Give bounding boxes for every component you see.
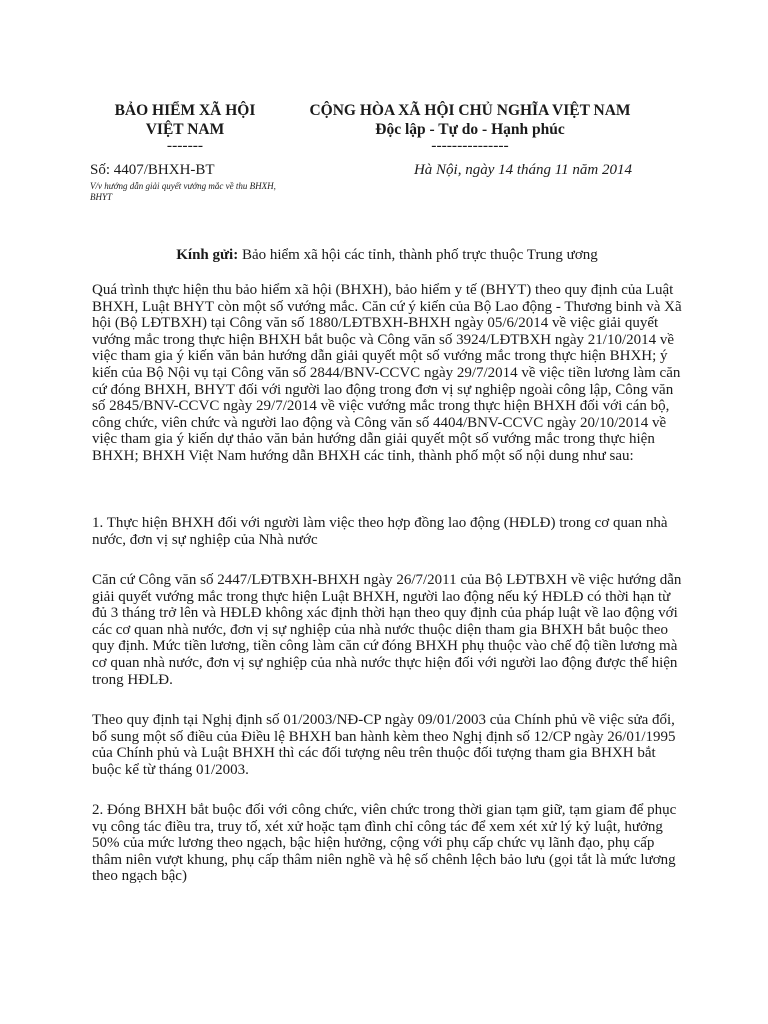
paragraph-intro: Quá trình thực hiện thu bảo hiểm xã hội (BHXH), bảo hiểm y tế (BHYT) theo quy định của Luật BHXH, Luật BHYT còn một số vướng mắc. Căn cứ ý kiến của Bộ Lao động - Thương binh và Xã hội (Bộ LĐTBXH) tại Công văn số 1880/LĐTBXH-BHXH ngày 05/6/2014 về việc giải quyết vướng mắc trong thực hiện BHXH bắt buộc và Công văn số 3924/LĐTBXH ngày 21/10/2014 về việc tham gia ý kiến văn bản hướng dẫn giải quyết một số vướng mắc trong thực hiện BHXH; ý kiến của Bộ Nội vụ tại Công văn số 2844/BNV-CCVC ngày 29/7/2014 về việc tiền lương làm căn cứ đóng BHXH, BHYT đối với người lao động trong đơn vị sự nghiệp ngoài công lập, Công văn số 2845/BNV-CCVC ngày 29/7/2014 về việc vướng mắc trong thực hiện BHXH đối với cán bộ, công chức, viên chức và người lao động và Công văn số 4404/BNV-CCVC ngày 20/10/2014 về việc tham gia ý kiến dự thảo văn bản hướng dẫn giải quyết một số vướng mắc trong thực hiện BHXH; BHXH Việt Nam hướng dẫn BHXH các tỉnh, thành phố một số nội dung như sau:	[92, 282, 682, 464]
nation-rule: ---------------	[431, 137, 509, 154]
document-number: Số: 4407/BHXH-BT	[90, 162, 215, 178]
document-subject: V/v hướng dẫn giải quyết vướng mắc về thu BHXH, BHYT	[90, 181, 276, 202]
org-rule: -------	[166, 137, 204, 154]
nation-motto: Độc lập - Tự do - Hạnh phúc	[375, 121, 565, 138]
org-name-line2: VIỆT NAM	[145, 121, 225, 138]
paragraph-section-1b: Theo quy định tại Nghị định số 01/2003/NĐ-CP ngày 09/01/2003 của Chính phủ về việc sửa đổi, bổ sung một số điều của Điều lệ BHXH ban hành kèm theo Nghị định số 12/CP ngày 26/01/1995 của Chính phủ và Luật BHXH thì các đối tượng nêu trên thuộc đối tượng tham gia BHXH bắt buộc kể từ tháng 01/2003.	[92, 712, 676, 778]
salutation-recipient: Bảo hiểm xã hội các tỉnh, thành phố trực thuộc Trung ương	[241, 247, 598, 263]
nation-title: CỘNG HÒA XÃ HỘI CHỦ NGHĨA VIỆT NAM	[309, 102, 631, 119]
org-name-line1: BẢO HIỂM XÃ HỘI	[114, 102, 256, 119]
salutation	[92, 246, 682, 264]
paragraph-section-1a: Căn cứ Công văn số 2447/LĐTBXH-BHXH ngày 26/7/2011 của Bộ LĐTBXH về việc hướng dẫn giải quyết vướng mắc trong thực hiện Luật BHXH, người lao động nếu ký HĐLĐ có thời hạn từ đủ 3 tháng trở lên và HĐLĐ không xác định thời hạn theo quy định của pháp luật về lao động với các cơ quan nhà nước, đơn vị sự nghiệp của nhà nước thuộc diện tham gia BHXH bắt buộc theo quy định. Mức tiền lương, tiền công làm căn cứ đóng BHXH phụ thuộc vào chế độ tiền lương mà cơ quan nhà nước, đơn vị sự nghiệp của nhà nước thực hiện đối với người lao động được thể hiện trong HĐLĐ.	[92, 572, 682, 688]
section-heading-1: 1. Thực hiện BHXH đối với người làm việc theo hợp đồng lao động (HĐLĐ) trong cơ quan nhà nước, đơn vị sự nghiệp của Nhà nước	[92, 515, 668, 548]
section-heading-2: 2. Đóng BHXH bắt buộc đối với công chức, viên chức trong thời gian tạm giữ, tạm giam để phục vụ công tác điều tra, truy tố, xét xử hoặc tạm đình chỉ công tác để xem xét xử lý kỷ luật, hưởng 50% của mức lương theo ngạch, bậc hiện hưởng, cộng với phụ cấp chức vụ lãnh đạo, phụ cấp thâm niên vượt khung, phụ cấp thâm niên nghề và hệ số chênh lệch bảo lưu (gọi tắt là mức lương theo ngạch bậc)	[92, 802, 677, 885]
salutation-label: Kính gửi:	[176, 247, 239, 263]
place-date: Hà Nội, ngày 14 tháng 11 năm 2014	[413, 162, 632, 178]
